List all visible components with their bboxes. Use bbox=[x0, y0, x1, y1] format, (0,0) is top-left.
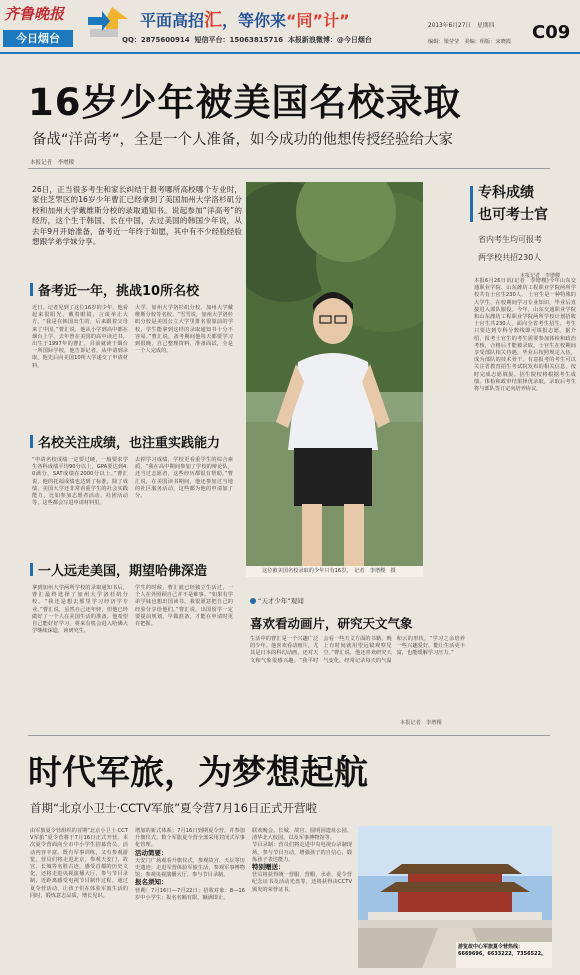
lead-photo bbox=[246, 182, 423, 577]
slogan-part: 汇 bbox=[204, 10, 223, 31]
second-subhead: 首期“北京小卫士·CCTV军旅”夏令营7月16日正式开营啦 bbox=[30, 801, 317, 815]
sidebar-body-start: 本报6月26日讯(记者 李增稷)今年山东交通职业学院、山东潍坊工程职业学院两所学校共有士官生230人。 bbox=[474, 278, 576, 299]
lead-column-text: 大学、加州大学洛杉矶分校、加州大学戴维斯分校等名校。“雪雪说，加州大学洛杉矶分校是美国公立大学里排名很靠前的学校，学生能拿到这样的录取通知书十分不容易。”曹汇说，备考期间他每天都要学习到很晚，自己整理资料、准备面试，全是一个人完成的。 bbox=[135, 305, 233, 355]
sidebar bbox=[470, 182, 580, 730]
column-tag bbox=[250, 596, 370, 608]
section-heading: 一人远走美国，期望哈佛深造 bbox=[38, 564, 208, 579]
slogan-part: 平面高招 bbox=[140, 11, 205, 30]
lead-column-text: 近日，记者见到了这位16岁的少年，他看起来很阳光，戴着眼镜，言谈举止大方。“我是在韩国出生的，后来跟着父母来了中国。”曹汇说，他从小学到高中都在烟台上学，去年曾在美国的高中读过书。出生于1997年的曹汇，目前就读于烟台一所国际学校，他告诉记者，从申请到录取，他先后向美国10所大学递交了申请材料。 bbox=[32, 305, 128, 369]
photo-caption: 这位被美国名校录取的少年只有16岁。 记者 李增稷 摄 bbox=[246, 566, 423, 577]
page-number: C09 bbox=[532, 22, 571, 43]
sidebar-subtitle-1: 省内考生均可报考 bbox=[478, 235, 542, 244]
slogan bbox=[140, 6, 400, 30]
slogan-part: 计 bbox=[323, 11, 340, 30]
sidebar-title-1: 专科成绩 bbox=[478, 185, 534, 201]
section-marker bbox=[30, 563, 33, 576]
second-column-text: 由军旅夏令营组织的首期“北京小卫士·CCTV军旅”夏令营将于7月16日正式开营。本次夏令营面向全市中小学生招募营员，活动内容丰富，既有军事训练，又有参观游览。营员们将走进北京，参观天安门、故宫、长城等名胜古迹，感受首都的历史文化，还将走进央视演播大厅，参与节目录制，近距离感受电视节目制作过程。通过夏令营活动，让孩子们在体验军旅生活的同时，锻炼意志品质，增长见识。 bbox=[30, 828, 128, 899]
column-text: 生活中的曹汇是一个兴趣广泛的少年。他喜欢看动画片，尤其是日本的科幻动画，还对天文和气象很感兴趣。“我平时会看一些天文方面的书籍，晚上有时间就用望远镜观察星空。”曹汇说，他还喜欢研究天气变化，经常记录每天的气温和云的形状。“学习之余培养一些兴趣爱好，能让生活更丰富，也能缓解学习压力。” bbox=[250, 636, 465, 664]
column-tag-text: “天才少年”观闻 bbox=[258, 597, 304, 605]
lead-column-text: 去掉学习成绩，学校更看重学生的综合素质。“我在高中期间参加了学校的辩论队，还当过志愿者，这些经历都很有帮助。”曹汇说，在美国读书期间，他还参加过当地的社区服务活动，这些都为他的申请加了分。 bbox=[135, 457, 233, 500]
contact-qq: QQ：2875600914 bbox=[122, 36, 190, 44]
lead-rule bbox=[28, 168, 550, 169]
lead-headline: 16岁少年被美国名校录取 bbox=[28, 81, 462, 124]
student-photo-illustration bbox=[246, 182, 423, 577]
contact-weibo: 本报新浪微博：@今日烟台 bbox=[287, 36, 372, 44]
column-headline: 喜欢看动画片，研究天文气象 bbox=[250, 616, 413, 631]
sidebar-marker bbox=[470, 186, 473, 222]
second-headline: 时代军旅，为梦想起航 bbox=[28, 753, 368, 793]
lead-column-text: 学生的时候，曹汇就已经独立生活过，一个人在外照顾自己并不是难事。“如果有学弟学妹也想出国读书，我很愿意把自己的经验分享给他们。”曹汇说，出国留学一定要提前规划，早做准备，才能在申请时更有把握。 bbox=[135, 585, 233, 628]
second-list-label: 特别赠送： bbox=[252, 863, 285, 872]
contact-sms: 短信平台：15063815716 bbox=[194, 36, 284, 44]
second-column-text: 增加的新式体系；7月16日到期夏令营，并参加升旗仪式。数个军旅夏令营全部采用封闭式军事化管理。 活动简要： 天安门广场观看升旗仪式，参观故宫、天坛等历史遗迹；走进军营体验军旅生活，参观军事博物馆；参观央视演播大厅，参与节目录制。 报名须知： 营期：7月16日—7月22日；招收对象：8—16岁中小学生；报名名额有限，额满即止。 bbox=[135, 828, 245, 901]
lead-byline: 本报记者 李增稷 bbox=[30, 160, 75, 166]
section-title-1 bbox=[30, 280, 244, 300]
section-title-2 bbox=[30, 432, 244, 452]
second-list-label: 活动简要： bbox=[135, 848, 168, 857]
sidebar-title-2: 也可考士官 bbox=[478, 207, 548, 223]
section-heading: 名校关注成绩，也注重实践能力 bbox=[38, 436, 221, 451]
second-list-label: 报名须知： bbox=[135, 878, 168, 887]
newspaper-logo: 齐鲁晚报 bbox=[4, 5, 65, 23]
second-photo-caption: 游览故中心军旅夏令营热线：6669696，6633222，7356522。 bbox=[456, 942, 552, 968]
issue-date: 2013年6月27日 星期四 bbox=[428, 23, 495, 29]
section-title-3 bbox=[30, 560, 244, 580]
lead-subhead: 备战“洋高考”，全是一个人准备，如今成功的他想传授经验给大家 bbox=[32, 132, 454, 148]
section-label: 今日烟台 bbox=[3, 30, 73, 47]
circle-bullet-icon bbox=[250, 598, 256, 604]
slogan-part: ” bbox=[339, 11, 350, 30]
second-column-text: 联欢晚会。长城、故宫、圆明园遗址公园、清华北大校园，以及军事博物馆等。 节目录制：营员们将走进中央电视台录制现场，参与节目互动，增强孩子的自信心，锻炼孩子表达能力。 特别赠送： 营员将获得统一营服、营帽、水壶、夏令营纪念证书及活动光盘等，还将获得由CCTV颁发的荣誉证书。 bbox=[252, 828, 352, 893]
sidebar-body: 本报6月26日讯(记者 李增稷)今年山东交通职业学院、山东潍坊工程职业学院两所学校共有士官生230人。 士官生是一种特殊的大学生，在校期间学习专业知识，毕业后直接进入部队服役。今年，山东交通职业学院和山东潍坊工程职业学院两所学校计划招收士官生共230人，面向全省考生招生，考生只要达到专科分数线即可填报志愿。据介绍，报考士官生的考生需要参加体检和政治考核，合格后才能被录取。士官生在校期间享受部队相关待遇，毕业后按照规定入伍，成为部队的技术骨干。有意报考的考生可以关注省教育招生考试院发布的相关信息，按时完成志愿填报。招生院校将根据考生成绩、体检和政审结果择优录取，录取后考生将与部队签订定向培养协议。 bbox=[474, 278, 576, 393]
lead-intro: 26日，正当很多考生和家长纠结于报考哪所高校哪个专业时，家住芝罘区的16岁少年曹汇已经拿到了美国加州大学洛杉矶分校和加州大学戴维斯分校的录取通知书。说起参加“洋高考”的经历，这个生于韩国、长在中国，去过美国的韩国少年说，从去年9月开始准备，备考近一年终于如愿，其中有不少经验经验想跟学弟学妹分享。 bbox=[32, 185, 242, 247]
second-photo bbox=[358, 826, 552, 968]
section-marker bbox=[30, 435, 33, 448]
lead-column-text: 拿到加州大学两所学校的录取通知书后，曹汇最终选择了加州大学洛杉矶分校。“我还是想去那里学习经济学专业。”曹汇说，虽然自己还年轻，但他已经做好了一个人在美国生活的准备。他希望自己能好好学习，将来有机会进入哈佛大学继续深造，读研究生。 bbox=[32, 585, 128, 635]
sidebar-subtitle-2: 两学校共招230人 bbox=[478, 253, 542, 262]
section-heading: 备考近一年，挑战10所名校 bbox=[38, 284, 200, 299]
editors-line: 编辑：梁莹莹 美编：组版：宋晓霞 bbox=[428, 39, 512, 45]
column-byline: 本报记者 李增稷 bbox=[400, 720, 442, 726]
lead-column-text: “申请名校成绩一定要过硬，一般要求学生各科成绩平均90分以上，GPA要达到4.0满分，SAT成绩在2000分以上。”曹汇说，他的托福成绩也达到了标准。除了成绩，美国大学还非常看重学生的社会实践能力，比如参加志愿者活动、社团活动等，这些都会写进申请材料里。 bbox=[32, 457, 128, 507]
section-marker bbox=[30, 283, 33, 296]
slogan-part: ，等你来 bbox=[222, 11, 287, 30]
masthead-rule bbox=[0, 52, 580, 54]
sidebar-byline: 本报记者 李增稷 bbox=[520, 273, 561, 279]
slogan-part: “同” bbox=[286, 11, 324, 30]
story-divider bbox=[28, 735, 550, 736]
contact-line bbox=[122, 35, 422, 47]
masthead bbox=[0, 0, 580, 52]
